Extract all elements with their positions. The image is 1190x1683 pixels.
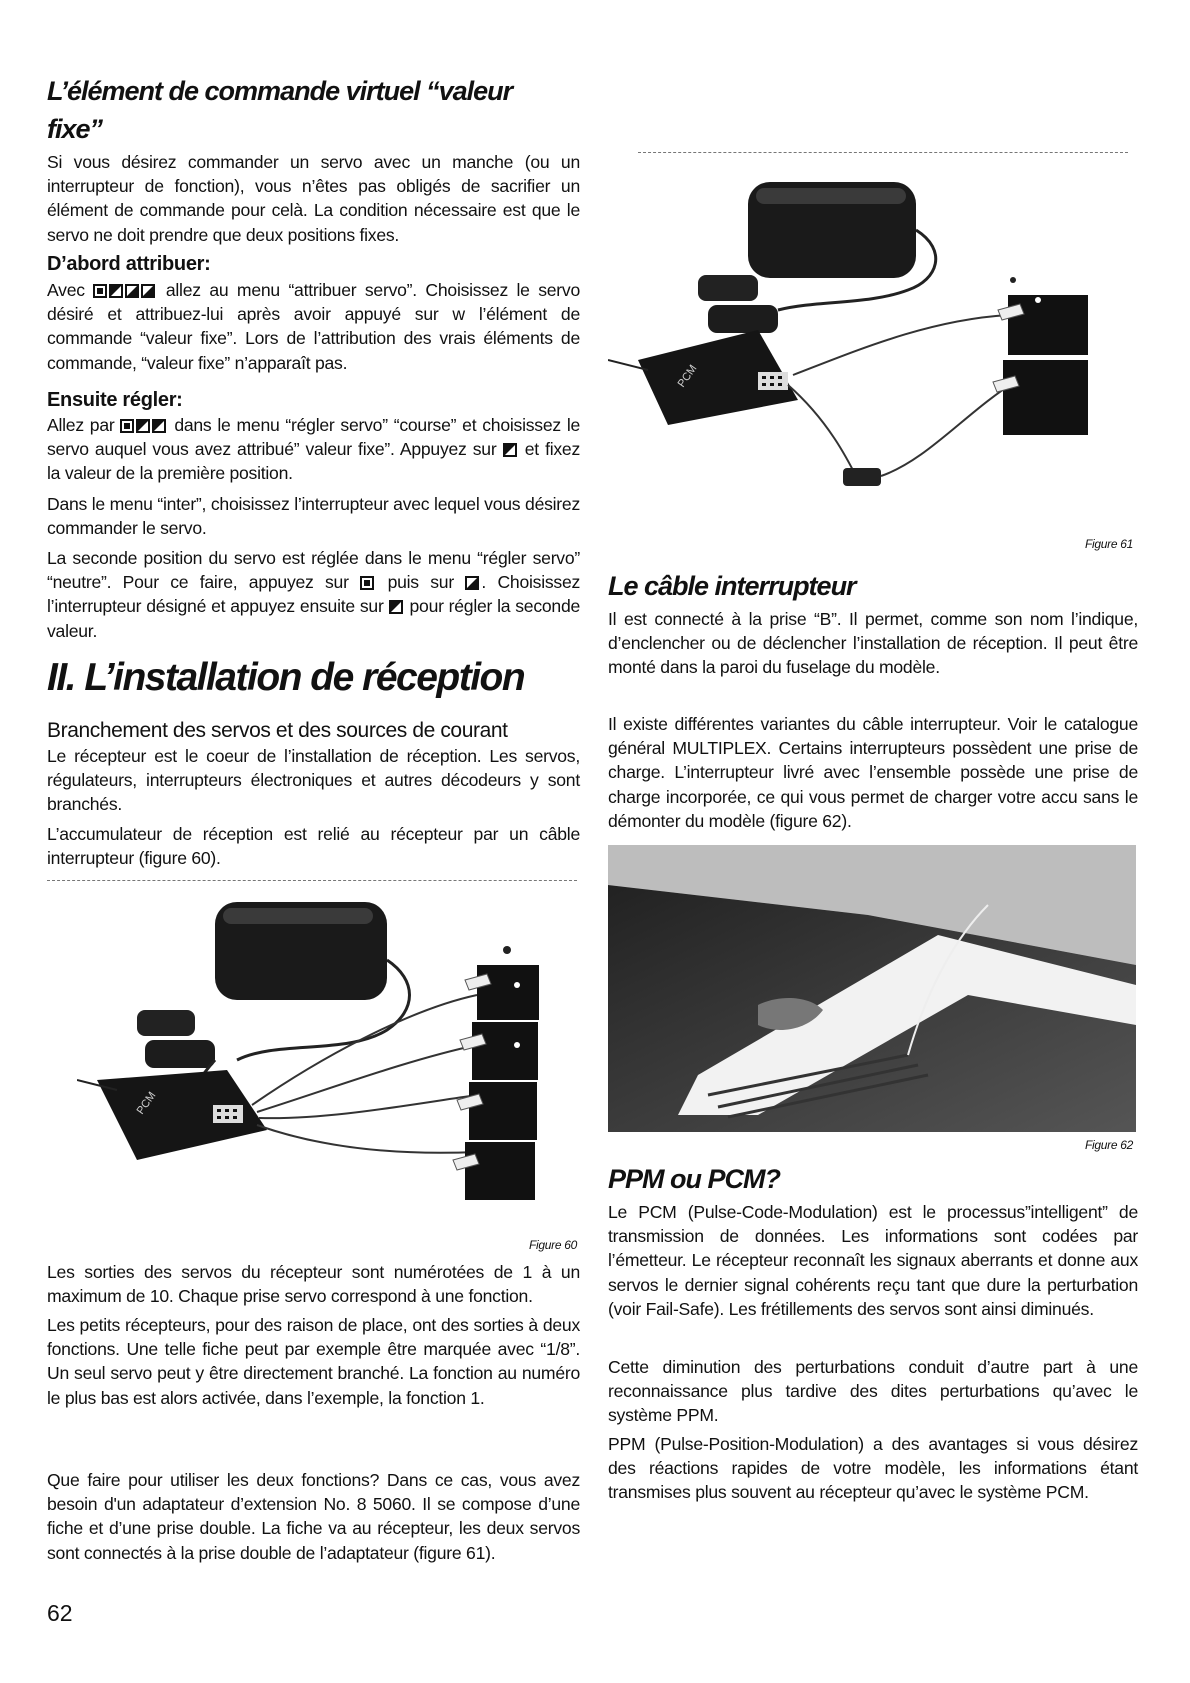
- paragraph-battery: L’accumulateur de réception est relié au récepteur par un câble interrupteur (figure 60).: [47, 824, 580, 869]
- chapter-title: II. L’installation de réception: [47, 656, 525, 699]
- paragraph-assign: [47, 278, 580, 375]
- second-c: . Choisissez l’interrupteur désigné et appuyez ensuite sur: [47, 572, 581, 617]
- second-a: La seconde position du servo est réglée dans le menu “régler servo” “neutre”. Pour ce faire, appuyez sur: [47, 548, 580, 593]
- figure-62-caption: Figure 62: [1085, 1138, 1133, 1152]
- figure-62-image: [608, 845, 1136, 1132]
- figure-60-caption: Figure 60: [529, 1238, 577, 1252]
- adjust-before: Allez par: [47, 415, 115, 435]
- subheading-assign: D’abord attribuer:: [47, 253, 211, 275]
- paragraph-small-receivers: Les petits récepteurs, pour des raison de place, ont des sorties à deux fonctions. Une telle fiche peut par exemple être marquée avec “1/8”. Un seul servo peut y être directement branché. La fonction au numéro le plus bas est alors activée, dans l’exemple, la fonction 1.: [47, 1315, 580, 1408]
- adjust-after: dans le menu “régler servo” “course” et choisissez le servo auquel vous avez attribué” valeur fixe”. Appuyez sur: [47, 415, 581, 460]
- menu-key-icon: [93, 284, 107, 298]
- up-key-icon: [152, 419, 166, 433]
- svg-text:PCM: PCM: [134, 1089, 159, 1117]
- paragraph-switch-cable-1: Il est connecté à la prise “B”. Il permet, comme son nom l’indique, d’enclencher ou de déclencher l’installation de réception. Il peut être monté dans la paroi du fuselage du modèle.: [608, 609, 1138, 678]
- second-d: pour régler la seconde valeur.: [47, 596, 581, 641]
- page-number: 62: [47, 1600, 73, 1626]
- paragraph-intro: Si vous désirez commander un servo avec un manche (ou un interrupteur de fonction), vous n’êtes pas obligés de sacrifier un élément de commande pour celà. La condition nécessaire est que le servo ne doit prendre que deux positions fixes.: [47, 152, 580, 245]
- figure-60-image: [77, 890, 557, 1235]
- menu-key-icon: [360, 576, 374, 590]
- enter-key-icon: [109, 284, 123, 298]
- second-b: puis sur: [387, 572, 454, 593]
- subheading-adjust: Ensuite régler:: [47, 389, 183, 411]
- paragraph-inter: Dans le menu “inter”, choisissez l’interrupteur avec lequel vous désirez commander le servo.: [47, 494, 580, 539]
- up-key-icon: [136, 419, 150, 433]
- figure-61-top-divider: [638, 152, 1128, 153]
- lead-heading: Branchement des servos et des sources de courant: [47, 719, 508, 742]
- paragraph-switch-cable-2: Il existe différentes variantes du câble interrupteur. Voir le catalogue général MULTIPLEX. Certains interrupteurs possèdent une prise de charge. L’interrupteur livré avec l’ensemble possède une prise de charge incorporée, ce qui vous permet de charger votre accu sans le démonter du modèle (figure 62).: [608, 714, 1138, 831]
- paragraph-ppm: PPM (Pulse-Position-Modulation) a des avantages si vous désirez des réactions rapides de votre modèle, les informations étant transmises plus souvent au récepteur qu’avec le système PCM.: [608, 1434, 1138, 1503]
- paragraph-second-position: [47, 546, 580, 643]
- figure-61-image: [608, 160, 1128, 510]
- heading-ppm-pcm: PPM ou PCM?: [608, 1164, 780, 1194]
- down-key-icon: [141, 284, 155, 298]
- figure-61-caption: Figure 61: [1085, 537, 1133, 551]
- menu-key-icon: [120, 419, 134, 433]
- heading-fixed-value: L’élément de commande virtuel “valeur fixe”: [47, 76, 513, 144]
- down-key-icon: [125, 284, 139, 298]
- svg-text:PCM: PCM: [675, 362, 700, 390]
- paragraph-adapter: Que faire pour utiliser les deux fonctions? Dans ce cas, vous avez besoin d'un adaptateur d’extension No. 8 5060. Il se compose d’une fiche et d’une prise double. La fiche va au récepteur, les deux servos sont connectés à la prise double de l’adaptateur (figure 61).: [47, 1470, 580, 1563]
- paragraph-pcm: Le PCM (Pulse-Code-Modulation) est le processus”intelligent” de transmission de données. Les informations sont codées par l’émetteur. Le récepteur reconnaît les signaux aberrants et donne aux servos le dernier signal cohérents reçu tant que dure la perturbation (voir Fail-Safe). Les frétillements des servos sont ainsi diminués.: [608, 1202, 1138, 1319]
- paragraph-receiver: Le récepteur est le coeur de l’installation de réception. Les servos, régulateurs, interrupteurs électroniques et autres décodeurs y sont branchés.: [47, 746, 580, 815]
- down-key-icon: [465, 576, 479, 590]
- figure-top-divider: [47, 880, 577, 881]
- adjust-end: et fixez la valeur de la première position.: [47, 439, 581, 484]
- enter-key-icon: [503, 443, 517, 457]
- enter-key-icon: [389, 600, 403, 614]
- assign-before: Avec: [47, 280, 85, 300]
- heading-switch-cable: Le câble interrupteur: [608, 571, 856, 601]
- paragraph-reduction: Cette diminution des perturbations conduit d’autre part à une reconnaissance plus tardive des dites perturbations qu’avec le système PPM.: [608, 1357, 1138, 1426]
- assign-after: allez au menu “attribuer servo”. Choisissez le servo désiré et attribuez-lui après avoir appuyé sur w l’élément de commande “valeur fixe”. Lors de l’attribution des vrais éléments de commande, “valeur fixe” n’apparaît pas.: [47, 280, 581, 373]
- paragraph-outputs: Les sorties des servos du récepteur sont numérotées de 1 à un maximum de 10. Chaque prise servo correspond à une fonction.: [47, 1262, 580, 1307]
- paragraph-adjust: [47, 413, 580, 486]
